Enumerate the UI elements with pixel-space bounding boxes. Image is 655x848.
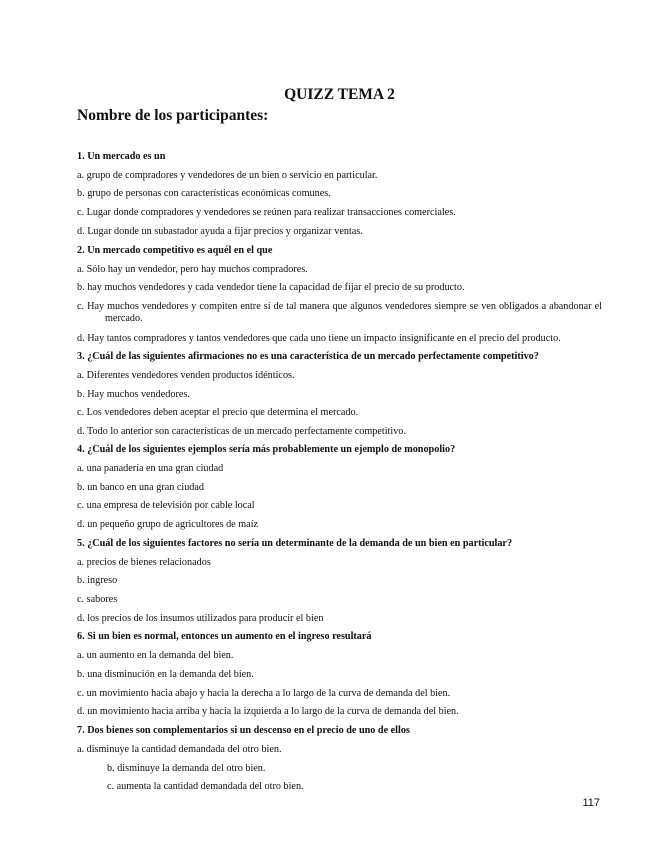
option-4d: d. un pequeño grupo de agricultores de maíz bbox=[77, 519, 259, 530]
option-5b: b. ingreso bbox=[77, 575, 118, 586]
option-1b: b. grupo de personas con características económicas comunes. bbox=[77, 188, 331, 199]
option-3a: a. Diferentes vendedores venden productos idénticos. bbox=[77, 370, 295, 381]
option-6a: a. un aumento en la demanda del bien. bbox=[77, 650, 234, 661]
option-5d: d. los precios de los insumos utilizados para producir el bien bbox=[77, 613, 324, 624]
question-2: 2. Un mercado competitivo es aquél en el que bbox=[77, 245, 273, 256]
question-1: 1. Un mercado es un bbox=[77, 151, 166, 162]
option-3d: d. Todo lo anterior son características de un mercado perfectamente competitivo. bbox=[77, 426, 406, 437]
option-1c: c. Lugar donde compradores y vendedores se reúnen para realizar transacciones comerciales. bbox=[77, 207, 456, 218]
option-2b: b. hay muchos vendedores y cada vendedor tiene la capacidad de fijar el precio de su producto. bbox=[77, 282, 465, 293]
question-5: 5. ¿Cuál de los siguientes factores no sería un determinante de la demanda de un bien en particular? bbox=[77, 538, 513, 549]
option-2d: d. Hay tantos compradores y tantos vendedores que cada uno tiene un impacto insignificante en el precio del producto. bbox=[77, 333, 561, 344]
option-1a: a. grupo de compradores y vendedores de un bien o servicio en particular. bbox=[77, 170, 378, 181]
option-6d: d. un movimiento hacia arriba y hacia la izquierda a lo largo de la curva de demanda del bien. bbox=[77, 706, 459, 717]
option-2c: c. Hay muchos vendedores y compiten entre sí de tal manera que algunos vendedores siempre se ven obligados a abandonar el mercado. bbox=[77, 301, 602, 324]
question-6: 6. Si un bien es normal, entonces un aumento en el ingreso resultará bbox=[77, 631, 372, 642]
option-5c: c. sabores bbox=[77, 594, 118, 605]
option-5a: a. precios de bienes relacionados bbox=[77, 557, 211, 568]
option-3c: c. Los vendedores deben aceptar el precio que determina el mercado. bbox=[77, 407, 359, 418]
option-2a: a. Sólo hay un vendedor, pero hay muchos compradores. bbox=[77, 264, 308, 275]
option-4c: c. una empresa de televisión por cable local bbox=[77, 500, 255, 511]
option-7c: c. aumenta la cantidad demandada del otro bien. bbox=[107, 781, 304, 792]
option-7b: b. disminuye la demanda del otro bien. bbox=[107, 763, 266, 774]
question-3: 3. ¿Cuál de las siguientes afirmaciones no es una característica de un mercado perfectamente competitivo? bbox=[77, 351, 539, 362]
option-1d: d. Lugar donde un subastador ayuda a fijar precios y organizar ventas. bbox=[77, 226, 363, 237]
option-7a: a. disminuye la cantidad demandada del otro bien. bbox=[77, 744, 282, 755]
question-7: 7. Dos bienes son complementarios si un descenso en el precio de uno de ellos bbox=[77, 725, 410, 736]
option-4a: a. una panadería en una gran ciudad bbox=[77, 463, 224, 474]
question-4: 4. ¿Cuál de los siguientes ejemplos sería más probablemente un ejemplo de monopolio? bbox=[77, 444, 456, 455]
page-title: QUIZZ TEMA 2 bbox=[284, 86, 395, 103]
page-number: 117 bbox=[582, 797, 600, 809]
option-6c: c. un movimiento hacia abajo y hacia la derecha a lo largo de la curva de demanda del bien. bbox=[77, 688, 451, 699]
option-4b: b. un banco en una gran ciudad bbox=[77, 482, 205, 493]
option-3b: b. Hay muchos vendedores. bbox=[77, 389, 190, 400]
option-6b: b. una disminución en la demanda del bien. bbox=[77, 669, 254, 680]
participants-heading: Nombre de los participantes: bbox=[77, 107, 269, 124]
